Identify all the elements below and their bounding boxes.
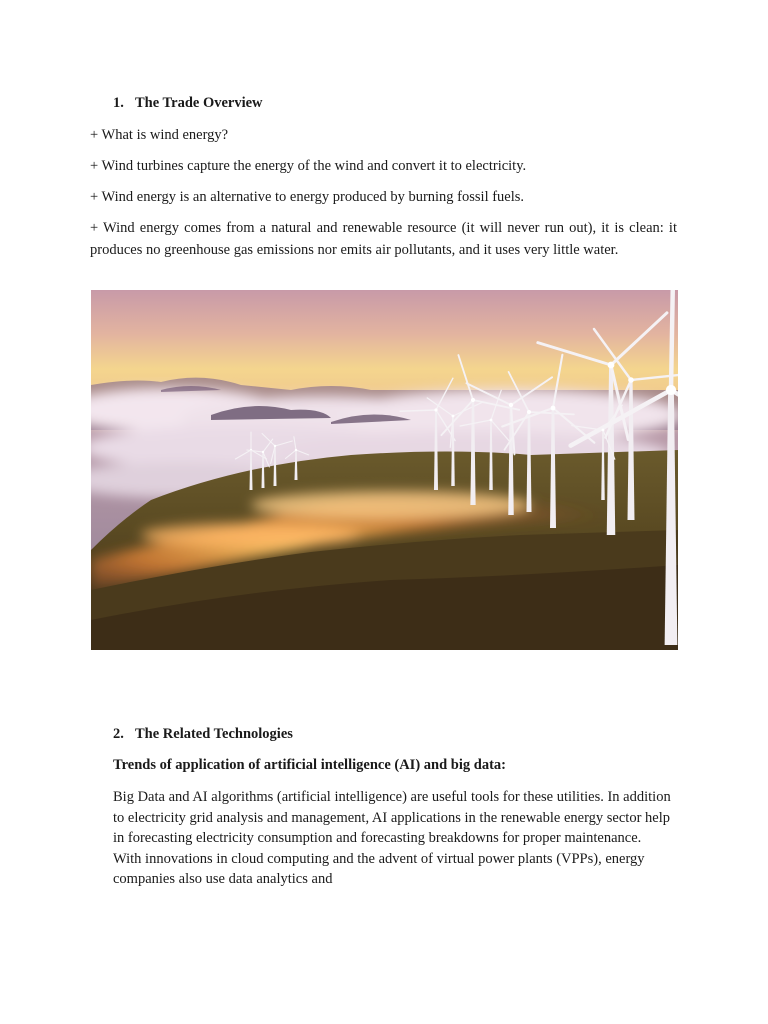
turbine-hub bbox=[452, 415, 455, 418]
turbine-hub bbox=[551, 406, 556, 411]
bullet-what-is-wind: + What is wind energy? bbox=[90, 127, 229, 143]
turbine-hub bbox=[602, 429, 605, 432]
turbine-hub bbox=[434, 408, 437, 411]
turbine-hub bbox=[628, 377, 634, 383]
section-2-subtitle: Trends of application of artificial intelligence (AI) and big data: bbox=[113, 757, 506, 773]
turbine-blade bbox=[671, 290, 673, 390]
turbine-hub bbox=[666, 385, 676, 395]
bullet-renewable-resource: + Wind energy comes from a natural and renewable resource (it will never run out), it is clean: it produces no greenhouse gas emissions nor emits air pollutants, and it uses very little water. bbox=[90, 220, 677, 258]
section-1-heading bbox=[113, 95, 263, 112]
turbine-hub bbox=[295, 449, 297, 451]
wind-turbines-photo bbox=[91, 290, 678, 650]
turbine-hub bbox=[262, 451, 264, 453]
section-1-title: The Trade Overview bbox=[135, 95, 263, 111]
turbine-hub bbox=[274, 445, 276, 447]
section-2-heading bbox=[113, 726, 293, 743]
section-2-title: The Related Technologies bbox=[135, 726, 293, 742]
turbine-hub bbox=[471, 398, 475, 402]
turbine-hub bbox=[527, 410, 531, 414]
section-2-number: 2. bbox=[113, 726, 124, 742]
bullet-alternative-energy: + Wind energy is an alternative to energy produced by burning fossil fuels. bbox=[90, 189, 525, 205]
turbine-hub bbox=[490, 419, 493, 422]
section-2-body: Big Data and AI algorithms (artificial intelligence) are useful tools for these utilities. In addition to electricity grid analysis and management, AI applications in the renewable energy sector help in forecasting electricity consumption and forecasting breakdowns for proper maintenance. With innovations in cloud computing and the advent of virtual power plants (VPPs), energy companies also use data analytics and bbox=[113, 789, 671, 887]
section-1-number: 1. bbox=[113, 95, 124, 111]
turbine-hub bbox=[509, 403, 513, 407]
wind-turbines-illustration bbox=[91, 290, 678, 650]
turbine-hub bbox=[608, 362, 615, 369]
bullet-turbines-capture: + Wind turbines capture the energy of the wind and convert it to electricity. bbox=[90, 158, 527, 174]
